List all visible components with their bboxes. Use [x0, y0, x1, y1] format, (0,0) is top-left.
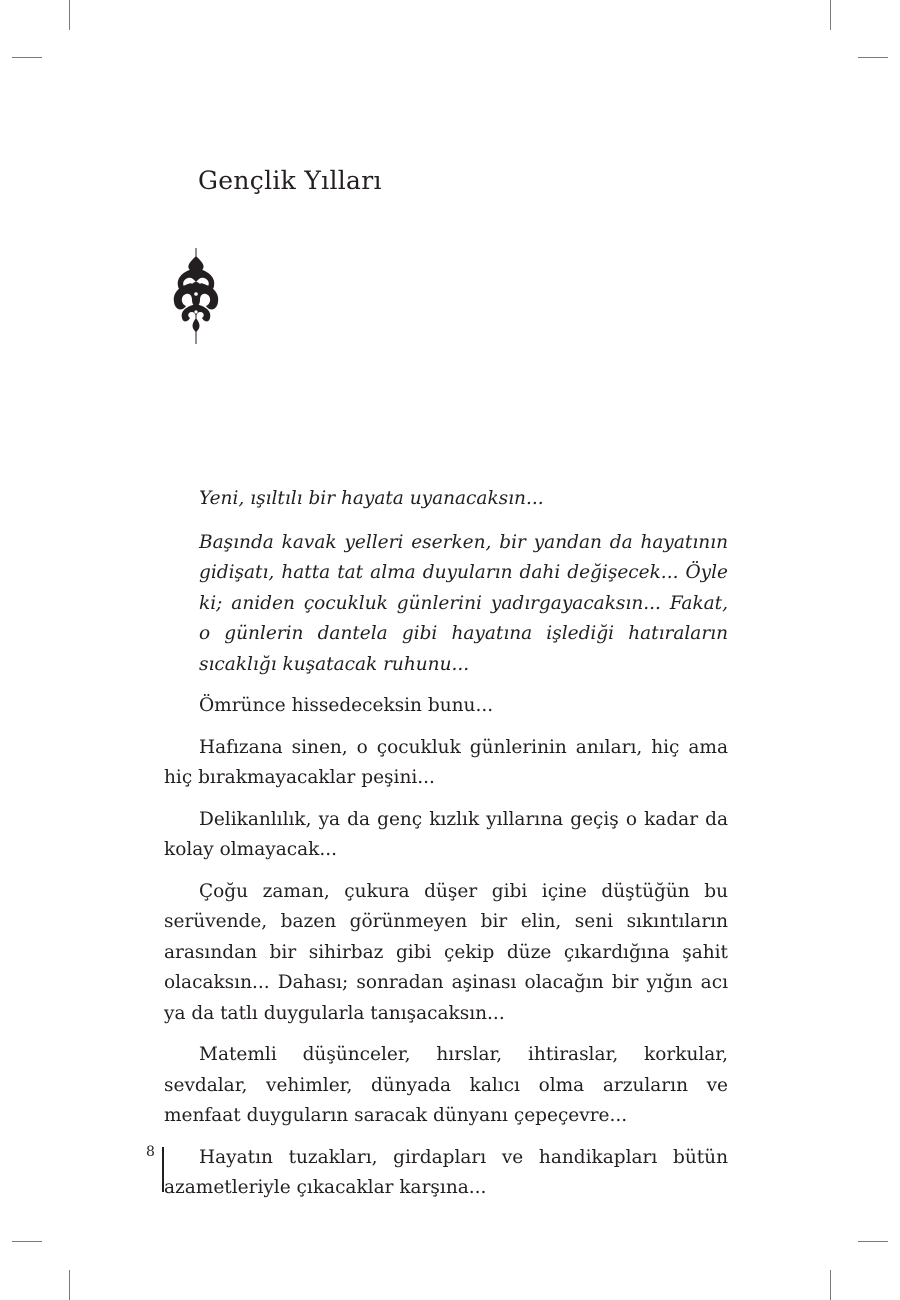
crop-mark-left-top	[12, 57, 42, 58]
intro-paragraph: Yeni, ışıltılı bir hayata uyanacaksın...	[199, 488, 544, 509]
intro-italic-block	[164, 484, 728, 680]
intro-paragraph: Başında kavak yelleri eserken, bir yandan da hayatının gidişatı, hatta tat alma duyuların dahi değişecek... Öyle ki; aniden çocukluk günlerini yadırgayacaksın... Fakat, o günlerin dantela gibi hayatına işlediği hatıraların sıcaklığı kuşatacak ruhunu...	[199, 531, 728, 675]
page-number-rule	[162, 1147, 164, 1192]
body-paragraph: Ömrünce hissedeceksin bunu...	[199, 695, 494, 716]
crop-mark-bottom-right	[830, 1270, 831, 1300]
crop-mark-right-bottom	[858, 1241, 888, 1242]
body-paragraph: Çoğu zaman, çukura düşer gibi içine düştüğün bu serüvende, bazen görünmeyen bir elin, seni sıkıntıların arasından bir sihirbaz gibi çekip düze çıkardığına şahit olacaksın... Dahası; sonradan aşinası olacağın bir yığın acı ya da tatlı duygularla tanışacaksın...	[164, 880, 728, 1024]
chapter-title: Gençlik Yılları	[198, 166, 382, 195]
page-body-text	[164, 484, 728, 1215]
crop-mark-bottom-left	[69, 1270, 70, 1300]
body-paragraph: Hafızana sinen, o çocukluk günlerinin anıları, hiç ama hiç bırakmayacaklar peşini...	[164, 736, 728, 788]
body-paragraph: Hayatın tuzakları, girdapları ve handikapları bütün azametleriyle çıkacaklar karşına...	[164, 1146, 728, 1198]
crop-mark-left-bottom	[12, 1241, 42, 1242]
page-number: 8	[146, 1144, 155, 1160]
crop-mark-top-right	[830, 0, 831, 30]
crop-mark-right-top	[858, 57, 888, 58]
crop-mark-top-left	[69, 0, 70, 30]
body-paragraph: Delikanlılık, ya da genç kızlık yıllarına geçiş o kadar da kolay olmayacak...	[164, 808, 728, 860]
body-paragraph: Matemli düşünceler, hırslar, ihtiraslar, korkular, sevdalar, vehimler, dünyada kalıcı olma arzuların ve menfaat duyguların saracak dünyanı çepeçevre...	[164, 1044, 728, 1126]
arabesque-ornament-icon	[168, 248, 224, 344]
